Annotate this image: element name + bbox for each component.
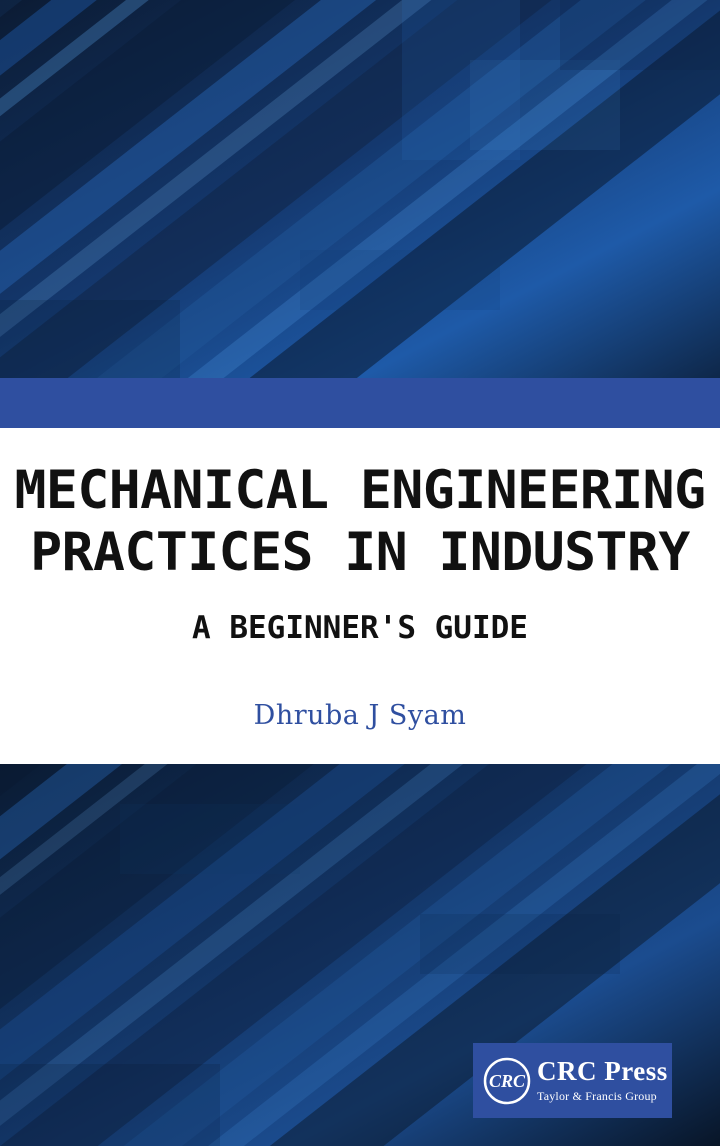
cover-art-top <box>0 0 720 378</box>
svg-text:CRC: CRC <box>488 1070 526 1091</box>
accent-band <box>0 378 720 428</box>
book-author: Dhruba J Syam <box>253 700 467 731</box>
book-title-line-1: MECHANICAL ENGINEERING <box>14 460 706 521</box>
title-block <box>0 460 720 648</box>
publisher-text <box>537 1057 668 1104</box>
publisher-name: CRC Press <box>537 1056 668 1086</box>
title-panel <box>0 428 720 764</box>
crc-circle-icon <box>483 1057 531 1105</box>
abstract-diagonal-stripes-top-icon <box>0 0 720 378</box>
book-title-line-2: PRACTICES IN INDUSTRY <box>30 522 690 583</box>
publisher-group: Taylor & Francis Group <box>537 1089 657 1103</box>
publisher-logo <box>473 1043 672 1118</box>
book-subtitle: A BEGINNER'S GUIDE <box>192 610 528 646</box>
